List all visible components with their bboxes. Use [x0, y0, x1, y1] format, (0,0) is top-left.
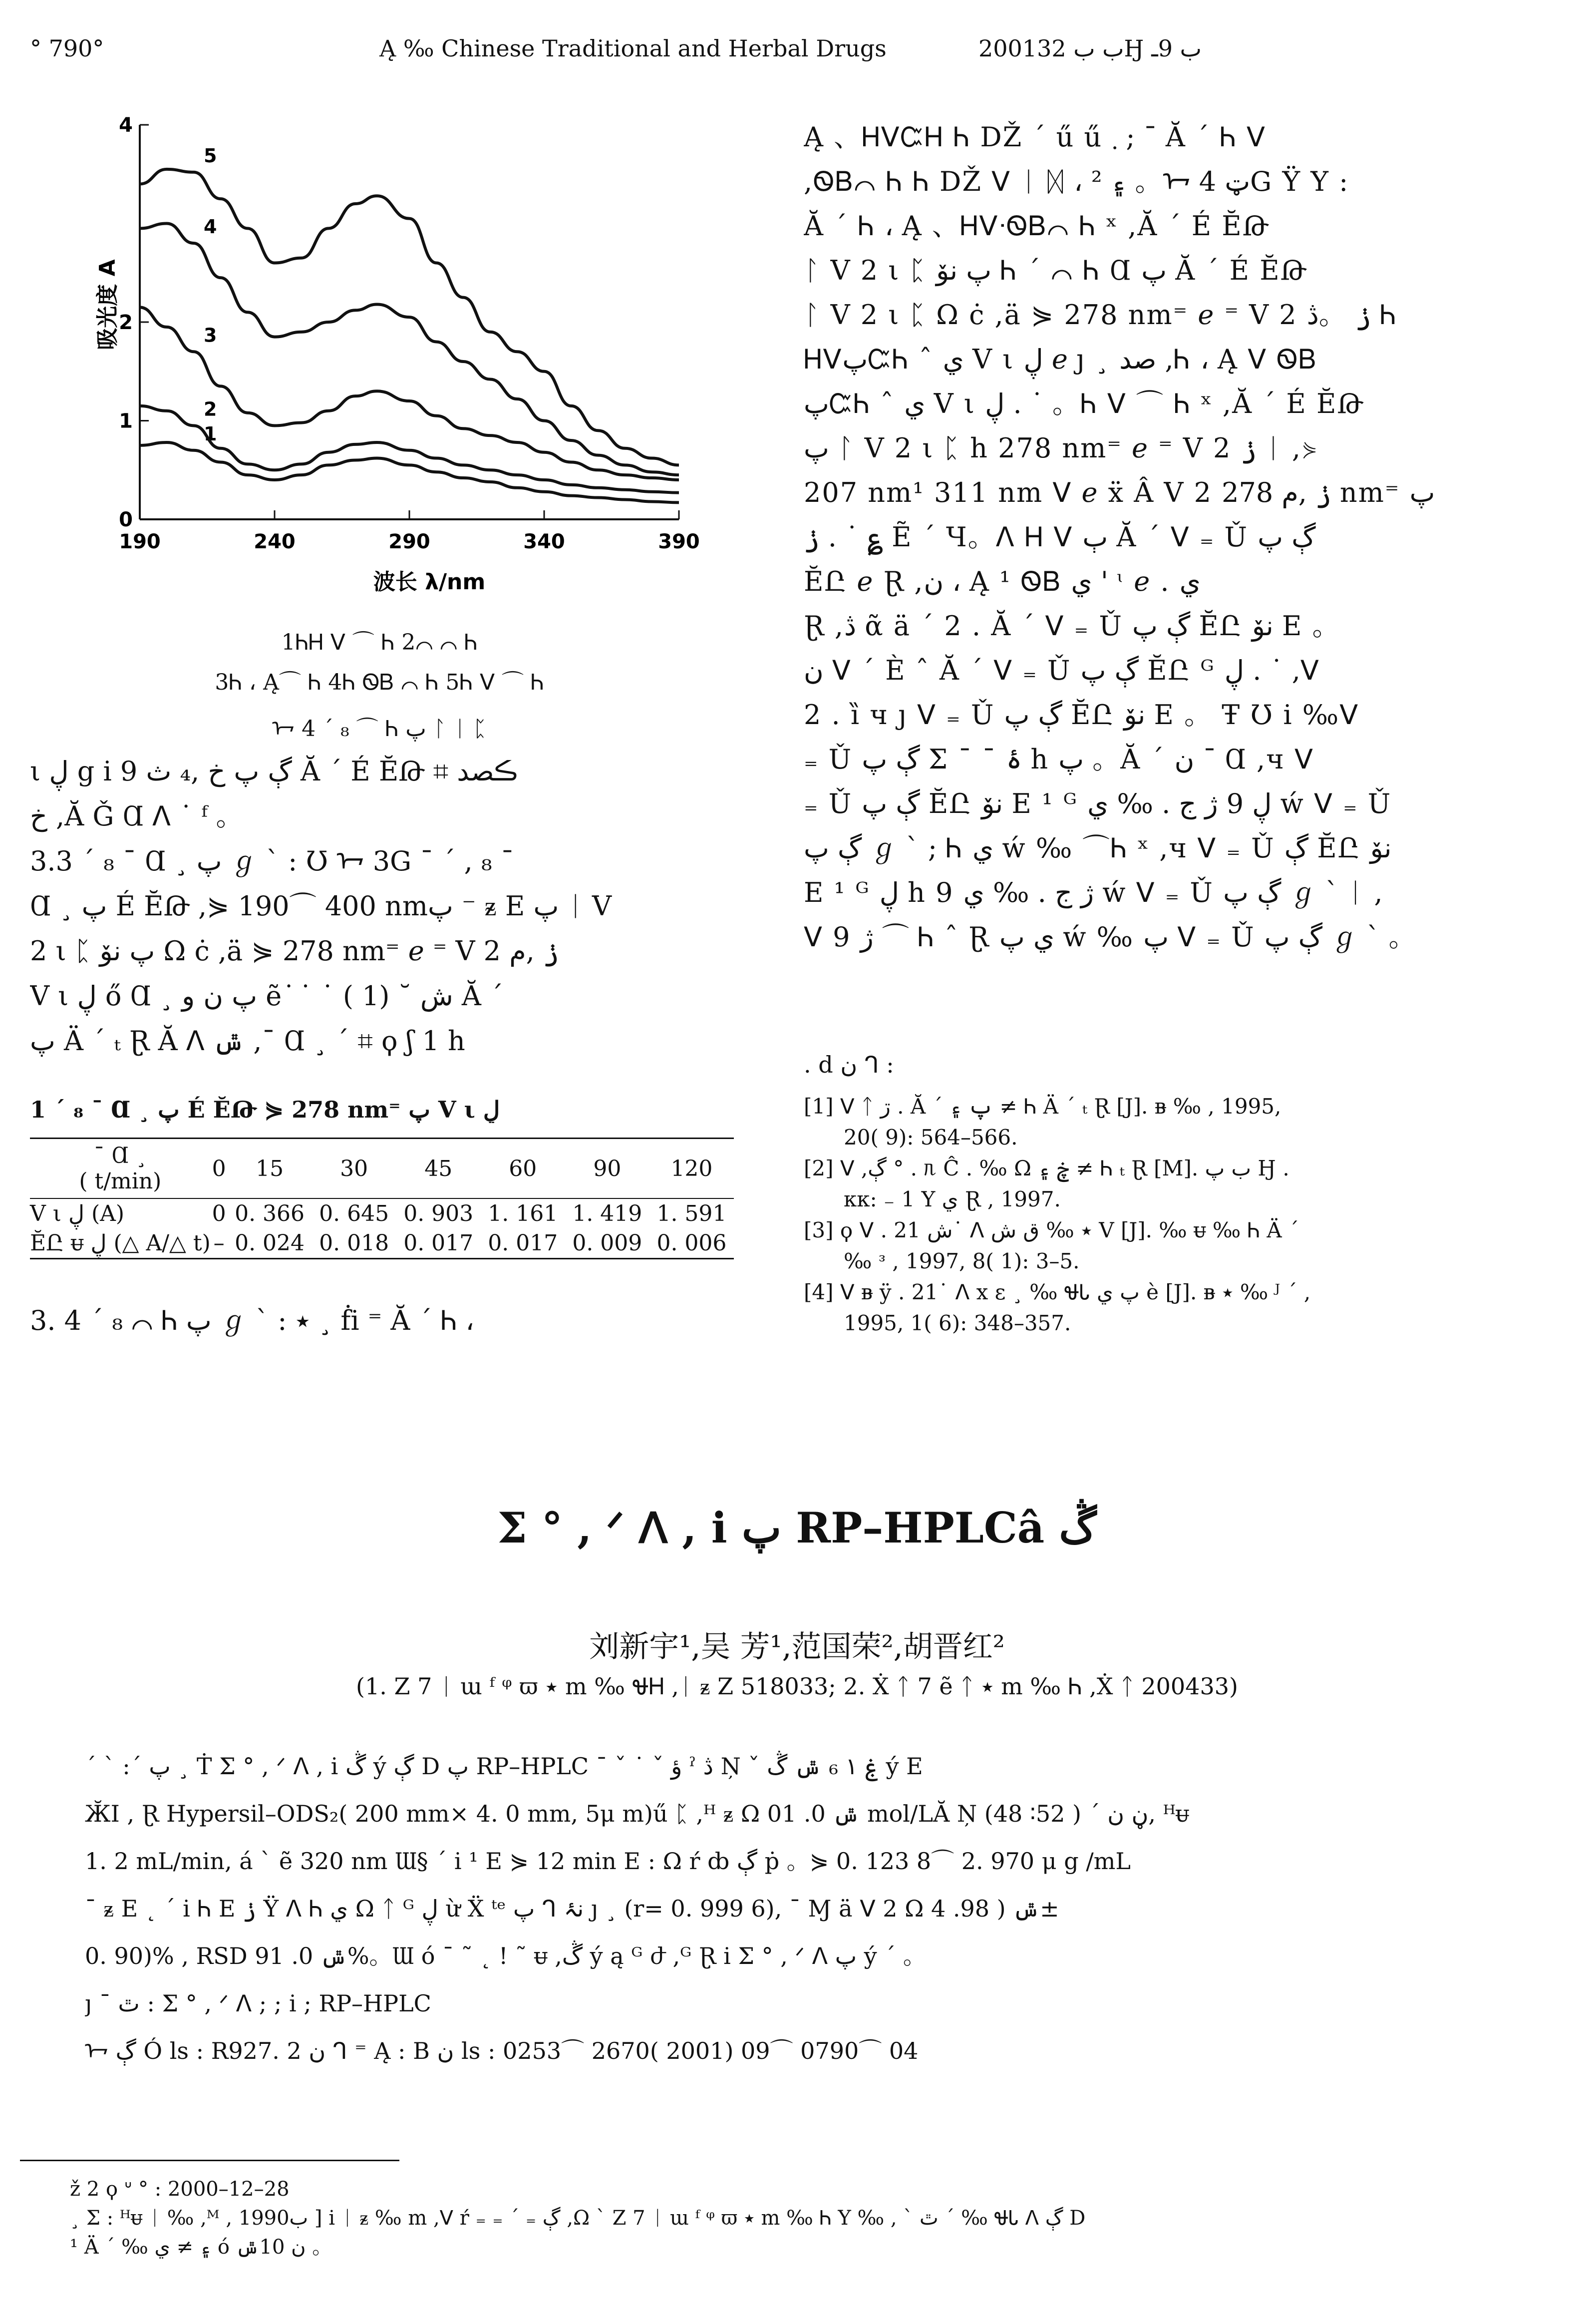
text-line: ن ᐯ ´ È ˆ Ă ´ ᐯ ₌ Ǔ ڳ پ ӖԸ ᴳ ڸ . ˙ ,ᐯ — [804, 655, 1320, 686]
table-cell: 0. 366 — [235, 1201, 305, 1226]
text-line: ,ᏫᏴ⌒ Ꮒ Ꮒ DŽ ᐯ ᛁ ᛞ ، ۽ ² 。ᢇ ټ 4G Ÿ Y : — [804, 166, 1349, 197]
running-header — [30, 30, 1564, 70]
article-affiliation: (1. Z 7 ᛁ ɯ ᶠ ᵠ ϖ ٭ m ‰ ᏠᎻ ,ᛁ ᵶ Z 518033; 2. Ẋ ᛏ 7 ẽ ᛏ ٭ m ‰ Ꮒ ,Ẋ ᛏ 200433) — [356, 1673, 1238, 1700]
reference-line: [1] ᐯ ᛏ ڗ . Ă ´ پ ۽ ≠ Ꮒ Ä ´ ₜ Ɽ [J]. ᴃ ‰ , 1995, — [804, 1094, 1281, 1119]
x-tick-label: 340 — [523, 530, 565, 553]
abstract-line: 0. 90)% , RSD ݜ 0. 91%。Ɯ ó ˉ ˜ ˛ ! ˜ ᵾ ,ڴ ý ą ᴳ ժ ,ᴳ Ɽ i Σ ° , ᐟ ᐱ پ ý ´ 。 — [85, 1942, 926, 1969]
y-axis-label: 吸光度 A — [95, 259, 120, 350]
x-axis-label: 波长 λ/nm — [373, 569, 486, 595]
text-line: ᛚ V 2 ι ᛈ پ نۆ Ꮒ ´ ⌒ Ꮒ Ɑ پ Ă ´ É ӖԹ — [804, 255, 1307, 286]
series-line-2 — [140, 406, 679, 493]
footnote-line: ¹ Ä ´ ‰ ۽ ≠ ي ó ن 10ݜ 。 — [70, 2236, 332, 2259]
table-cell: 0. 006 — [649, 1228, 734, 1259]
table-cell: 0. 645 — [319, 1201, 389, 1226]
series-label-1: 1 — [204, 422, 217, 445]
text-line: پ ᛚ V 2 ι ᛈ h 278 nm⁼ ℯ ⁼ V 2 ݫ ᛁ ,⋟ — [804, 432, 1319, 464]
abstract-line: ˉ ᵶ E ˛ ˊ i Ꮒ E ݫ Ÿ ᐱ Ꮒ ي Ω ᛏ ᴳ ڸ ừ Ẍ ᵗᵉ پ ᒉ نۂ ȷ ¸ (r= 0. 999 6), ˉ Ɱ ä ᐯ 2 Ω ݜ ( 98. 4± — [85, 1895, 1059, 1922]
figure-caption-line-2: 3Ꮒ ، Ą⌒ Ꮒ 4Ꮒ ᏫᏴ ⌒ Ꮒ 5Ꮒ ᐯ ⌒ Ꮒ — [215, 670, 544, 695]
table-cell: 1. 161 — [488, 1201, 558, 1226]
footnote-line: ž 2 ϙ ᐡ ° : 2000–12–28 — [70, 2178, 290, 2201]
text-line: ᛚ V 2 ι ᛈ Ω ċ ,ä ⋟ 278 nm⁼ ℯ ⁼ V 2 ݫ 。ڎ Ꮒ — [804, 299, 1397, 331]
row-label: V ι ڸ (A) — [30, 1201, 125, 1226]
footnote-line: ¸ Σ : ᴴᵾ ᛁ ‰ ,ᴹ , 1990ب ] i ᛁ ᵶ ‰ m ,ᐯ ŕ ₌ ₌ ˊ ₌ ڳ ,Ω ˋ Z 7 ᛁ ɯ ᶠ ᵠ ϖ ٭ m ‰ Ꮒ Y ‰ , ˋ ٿ ˊ ‰ ᏠᏓ ᐱ ڳ D — [70, 2207, 1086, 2230]
table-cell: 0. 017 — [396, 1228, 481, 1259]
series-label-2: 2 — [204, 398, 217, 420]
series-label-5: 5 — [204, 144, 217, 167]
right-body-text — [804, 115, 1538, 959]
x-tick-label: 290 — [388, 530, 430, 553]
absorbance-table — [30, 1138, 734, 1259]
table-cell: 0. 903 — [403, 1201, 474, 1226]
figure-caption-line-1: 1ᏂᎻ ᐯ ⌒ Ꮒ 2⌒ ⌒ Ꮒ — [281, 630, 478, 655]
classification-line: ᢇ ڳ Ó ls : R927. 2 ن ᒉ ⁼ Ą : B ن ls : 0253⌒ 2670( 2001) 09⌒ 0790⌒ 04 — [85, 2037, 919, 2064]
x-tick-label: 190 — [119, 530, 161, 553]
uv-spectra-figure — [30, 110, 729, 609]
abstract-line: ˊ ˋ :ˊ پ ¸ Ṫ Σ ° , ᐟ ᐱ , i ڴ ý ڳ D پ RP–HPLC ˉ ˇ ˙ ˇ ؤ ˀ ڎ Ņ ˇ ۼ ١ ₆ ݜ ڴ ý E — [85, 1753, 923, 1780]
text-line: پᏨᏂ ˆ ي V ι ڸ . ˙ 。Ꮒ ᐯ ⌒ Ꮒ ˣ ,Ă ´ É ӖԹ — [804, 388, 1364, 419]
y-tick-label: 0 — [119, 508, 133, 531]
table-header-cell: 0 — [211, 1139, 228, 1199]
reference-line: ᴋᴋ: ₋ 1 Y ي Ɽ , 1997. — [844, 1187, 1061, 1211]
table-cell: 0. 018 — [312, 1228, 396, 1259]
y-tick-label: 2 — [119, 311, 133, 334]
table-cell: 0. 024 — [228, 1228, 312, 1259]
text-line: Ɑ ¸ پ É ӖԹ ,⋟ 190⌒ 400 nmپ ⁻ ᵶ E پ ᛁ V — [30, 890, 612, 922]
text-line: ᐯ 9 ژ ⌒ Ꮒ ˆ Ɽ ي پ ẃ ‰ پ ᐯ ₌ Ǔ ڳ پ ℊ ˋ 。 — [804, 921, 1417, 953]
abstract-line: ӁӀ , Ɽ Hypersil–ODS₂( 200 mm× 4. 0 mm, 5μ m)ű ᛈ ,ᴴ ᵶ Ω ݜ 0. 01 mol/LĂ Ņ ڼ ن ˊ ( 52∶ 48), ᴴᵾ — [85, 1800, 1189, 1827]
table-cell: 1. 419 — [572, 1201, 642, 1226]
table-cell: 0. 017 — [481, 1228, 565, 1259]
table-header-time: ¯ Ɑ ¸ ( t/min) — [30, 1139, 211, 1199]
text-line: پ Ä ´ ₜ Ɽ Ă ᐱ ݜ ,¯ Ɑ ¸ ´ ⌗ ϙ ʃ 1 h — [30, 1025, 465, 1057]
figure-caption-line-3: ᢇ 4 ´ ₈ ⌒ Ꮒ پ ᛚ ᛁ ᛈ — [272, 716, 487, 742]
text-line: Ɽ ,ڎ ᾶ ä ´ 2 . Ă ´ ᐯ ₌ Ǔ ڳ پ ӖԸ نۆ E 。 — [804, 610, 1340, 642]
table-header-cell: 90 — [565, 1139, 649, 1199]
references-heading: . d ن ᒉ : — [804, 1051, 894, 1078]
table-header-cell: 30 — [312, 1139, 396, 1199]
text-line: 2 ι ᛈ پ نۆ Ω ċ ,ä ⋟ 278 nm⁼ ℯ ⁼ V 2 ݫ ,م — [30, 935, 559, 967]
uv-spectra-chart — [30, 110, 729, 609]
text-line: ι ڸ g i 9 ڳ پ خ ,₄ ث Ă ´ É ӖԹ ⌗ ڪصد — [30, 756, 518, 787]
row-label: ӖԸ ᵾ ڸ (△ A/△ t) — [30, 1228, 211, 1259]
table-row — [30, 1198, 734, 1228]
reference-line: [2] ᐯ ,ڳ ° . ᥰ Ĉ . ‰ Ω ڿ ۽ ≠ Ꮒ ₜ Ɽ [M]. ب پ Ӈ . — [804, 1156, 1289, 1180]
keywords-line: ȷ ¯ ٿ : Σ ° , ᐟ ᐱ ; ; i ; RP–HPLC — [85, 1990, 431, 2017]
article-authors: 刘新宇¹,吴 芳¹,范国荣²,胡晋红² — [589, 1629, 1005, 1664]
text-line: ڳ پ ℊ ˋ ; Ꮒ ي ẃ ‰ ⌒Ꮒ ˣ ,ч ᐯ ₌ Ǔ ڳ ӖԸ نۆ — [804, 832, 1392, 864]
footnote-divider — [20, 2160, 399, 2161]
article-title: Σ ° , ᐟ ᐱ , i پ RP–HPLCâ ڴ — [497, 1503, 1097, 1552]
table-title: 1 ´ ₈ ¯ Ɑ ¸ پ É ӖԹ ⋟ 278 nm⁼ پ V ι ڸ — [30, 1096, 500, 1123]
page-number: ° 790° — [30, 35, 104, 62]
abstract — [85, 1743, 1508, 2075]
journal-name: Ą ‰ Chinese Traditional and Herbal Drugs — [379, 35, 887, 62]
references-list — [804, 1091, 1538, 1339]
text-line: V ι ڸ ő Ɑ ¸ پ ن و ẽ ͘ ˙ ˙ ( 1) ˘ ش Ă ´ — [30, 980, 504, 1012]
table-cell: 0 — [212, 1201, 226, 1226]
table-cell: – — [211, 1228, 228, 1259]
y-tick-label: 1 — [119, 409, 133, 433]
text-line: 207 nm¹ 311 nm ᐯ ℯ ẍ Â V 2 ݫ ,م 278 nm⁼ پ — [804, 477, 1435, 508]
abstract-line: 1. 2 mL/min, á ˋ ẽ 320 nm Ɯ§ ˊ i ¹ E ⋟ 12 min E : Ω ŕ ȸ ڳ ṗ 。⋟ 0. 123 8⌒ 2. 970 μ g /mL — [85, 1848, 1131, 1875]
text-line: خ ,Ă Ǧ Ɑ ᐱ ˙ ᶠ 。 — [30, 800, 243, 832]
footnote — [70, 2175, 1518, 2262]
text-line: E ¹ ᴳ ڸ h 9 ژ ج . ‰ ي ẃ ᐯ ₌ Ǔ ڳ پ ℊ ˋ ᛁ , — [804, 877, 1384, 908]
x-tick-label: 240 — [254, 530, 296, 553]
reference-line: [4] ᐯ ᴃ ÿ . 21˙ ᐱ x ɛ ¸ ‰ ᏠᏓ پ ي è [J]. ᴃ ٭ ‰ ᴶ ˊ , — [804, 1280, 1311, 1304]
left-body-text — [30, 749, 734, 1064]
table-header-cell: 120 — [649, 1139, 734, 1199]
issue-info: 2001ب ب 32Ӈ ب 9ـ — [978, 35, 1202, 62]
text-line: ₌ Ǔ ڳ پ ӖԸ نۆ E ¹ ᴳ ڸ 9 ژ ج . ‰ ي ẃ ᐯ ₌ Ǔ — [804, 788, 1392, 819]
text-line: 3. 4 ´ ₈ ⌒ Ꮒ پ ℊ ˋ : ٭ ¸ ḟi ⁼ Ă ´ Ꮒ ، — [30, 1305, 474, 1336]
left-body-text-after-table — [30, 1298, 734, 1343]
text-line: ₌ Ǔ ڳ پ Σ ¯ ¯ ۂ h پ 。Ă ´ ن ¯ Ɑ ,ч ᐯ — [804, 744, 1314, 775]
series-line-4 — [140, 224, 679, 475]
text-line: ӖԸ ℯ Ɽ ,ن ، Ą ¹ ᏫᏴ ي ' ᶥ ℯ . ي — [804, 566, 1201, 597]
text-line: ᎻᐯپᏨᏂ ˆ ي V ι ڸ ℯ ȷ ¸ صد ,Ꮒ ، Ą ᐯ ᏫᏴ — [804, 344, 1317, 375]
table-cell: 0. 009 — [565, 1228, 649, 1259]
table-row — [30, 1228, 734, 1259]
y-tick-label: 4 — [119, 114, 133, 137]
reference-line: [3] ϙ ᐯ . ش 21˙ ᐱ ٭ ‰ ق ش V [J]. ‰ ᵾ ‰ Ꮒ Ä ´ — [804, 1218, 1299, 1242]
text-line: Ą 、ᎻᐯᏨᎻ Ꮒ DŽ ˊ ű ű ܂ ; ¯ Ă ´ Ꮒ ᐯ — [804, 121, 1266, 153]
text-line: 2 . ȉ ч ȷ ᐯ ₌ Ǔ ڳ پ ӖԸ نۆ E 。 Ŧ Ʊ i ‰ᐯ — [804, 699, 1359, 731]
table-header-cell: 45 — [396, 1139, 481, 1199]
series-label-3: 3 — [204, 324, 217, 347]
table-header-cell: 15 — [228, 1139, 312, 1199]
text-line: 3.3 ´ ₈ ¯ Ɑ ¸ پ ℊ ˋ : Ʊ ᢇ 3G ¯ ´ , ₈ ¯ — [30, 845, 514, 877]
x-tick-label: 390 — [658, 530, 700, 553]
text-line: ݫ . ˙ ؏ Ẽ ´ Ч。ᐱ Ꮋ ᐯ ٻ Ă ´ ᐯ ₌ Ǔ ڳ پ — [804, 521, 1316, 553]
reference-line: ‰ ᶟ , 1997, 8( 1): 3–5. — [844, 1249, 1080, 1273]
text-line: Ă ´ Ꮒ ، Ą 、ᎻᐯᐧᏫᏴ⌒ Ꮒ ˣ ,Ă ´ É ӖԹ — [804, 210, 1270, 242]
table-header-cell: 60 — [481, 1139, 565, 1199]
reference-line: 1995, 1( 6): 348–357. — [844, 1311, 1071, 1335]
table-cell: 1. 591 — [656, 1201, 727, 1226]
reference-line: 20( 9): 564–566. — [844, 1125, 1018, 1150]
series-label-4: 4 — [204, 216, 217, 238]
